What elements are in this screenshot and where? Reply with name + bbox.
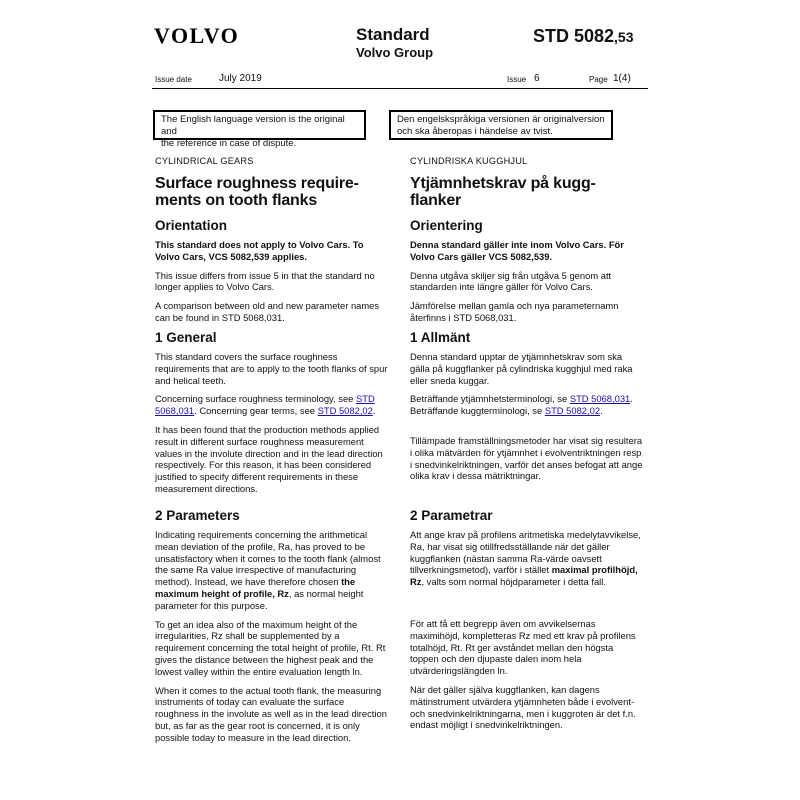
issue-date: July 2019 <box>219 73 262 84</box>
swedish-orientation-heading: Orientering <box>410 218 483 233</box>
english-title-line-2: ments on tooth flanks <box>155 191 318 209</box>
swedish-title <box>410 175 644 209</box>
swedish-general-para-2-c: . <box>600 405 603 417</box>
swedish-general-para-1: Denna standard upptar de ytjämnhetskrav som ska gälla på kuggflanker på cylindriska kugghjul med raka eller sneda kuggar. <box>410 351 633 386</box>
swedish-orientation-notice: Denna standard gäller inte inom Volvo Cars. För Volvo Cars gäller VCS 5082,539. <box>410 239 624 262</box>
swedish-category: CYLINDRISKA KUGGHJUL <box>410 156 528 166</box>
issue-label: Issue <box>507 75 527 84</box>
english-language-note <box>153 110 366 149</box>
swedish-parameters-para-3: När det gäller själva kuggflanken, kan dagens mätinstrument utvärdera ytjämnheten både i evolvent- och snedvinkelriktningarna, men i kuggroten är det f.n. endast möjligt i snedvinkelriktningen. <box>410 683 636 731</box>
volvo-logo: VOLVO <box>154 23 240 48</box>
english-parameters-para-1-bold: the maximum height of profile, Rz <box>155 576 356 599</box>
english-general-section <box>155 330 389 495</box>
swedish-general-para-2-a: Beträffande ytjämnhetsterminologi, se <box>410 393 570 405</box>
english-parameters-para-1-b: , as normal height parameter for this purpose. <box>155 587 364 611</box>
header-rule <box>152 88 648 89</box>
swedish-language-note <box>389 110 613 140</box>
standard-number-main: STD 5082 <box>533 26 615 46</box>
swedish-general-heading: 1 Allmänt <box>410 330 471 345</box>
english-general-para-2-a: Concerning surface roughness terminology, see <box>155 393 356 405</box>
swedish-general-para-2-b: . Beträffande kuggterminologi, se <box>410 393 633 417</box>
english-parameters-para-1 <box>155 529 389 612</box>
english-note-line-1: The English language version is the original and <box>161 114 345 137</box>
std-5082-02-link[interactable]: STD 5082,02 <box>317 405 373 417</box>
swedish-title-line-2: flanker <box>410 191 462 209</box>
swedish-note-line-1: Den engelskspråkiga versionen är originalversion <box>397 114 605 125</box>
english-general-para-2 <box>155 393 389 417</box>
issue-number: 6 <box>534 73 540 84</box>
swedish-parameters-para-2: För att få ett begrepp även om avvikelsernas maximihöjd, kompletteras Rz med ett krav på profilens totalhöjd, Rt. Rt ger avståndet mellan den högsta toppen och den djupaste dalen inom hela utvärderingslängden ln. <box>410 617 636 677</box>
swedish-title-line-1: Ytjämnhetskrav på kugg- <box>410 174 596 192</box>
english-category: CYLINDRICAL GEARS <box>155 156 254 166</box>
english-title <box>155 175 389 209</box>
english-orientation-para-3: A comparison between old and new parameter names can be found in STD 5068,031. <box>155 300 380 323</box>
english-orientation-section <box>155 218 389 324</box>
swedish-title-block <box>410 156 644 209</box>
page-number: 1(4) <box>613 73 631 84</box>
swedish-parameters-para-1 <box>410 529 644 588</box>
swedish-parameters-section <box>410 508 644 731</box>
standard-number <box>533 26 634 47</box>
swedish-general-para-3: Tillämpade framställningsmetoder har visat sig resultera i olika mätvärden för ytjämnhet i evolventriktningen resp i snedvinkelriktningen, varför det anses befogat att ange olika krav i dessa mätriktningar. <box>410 434 643 482</box>
issue-date-label: Issue date <box>155 75 192 84</box>
english-parameters-section <box>155 508 389 744</box>
english-title-block <box>155 156 389 209</box>
standard-number-suffix: ,53 <box>614 29 634 45</box>
english-title-line-1: Surface roughness require- <box>155 174 359 192</box>
english-parameters-para-2: To get an idea also of the maximum height of the irregularities, Rz shall be supplemented by a requirement concerning the total height of profile, Rt. Rt gives the distance between the highest peak and the lowest valley within the entire evaluation length ln. <box>155 618 386 677</box>
english-note-line-2: the reference in case of dispute. <box>161 138 297 149</box>
english-parameters-para-3: When it comes to the actual tooth flank, the measuring instruments of today can evaluate the surface roughness in the involute as well as in the lead direction but, as far as the gear root is concerned, it is only possible today to measure in the lead direction. <box>155 684 387 743</box>
english-orientation-heading: Orientation <box>155 218 228 233</box>
page-label: Page <box>589 75 608 84</box>
swedish-parameters-para-1-b: , valts som normal höjdparameter i detta fall. <box>421 576 606 588</box>
swedish-orientation-para-2: Denna utgåva skiljer sig från utgåva 5 genom att standarden inte längre gäller för Volvo Cars. <box>410 269 612 293</box>
english-orientation-para-2: This issue differs from issue 5 in that the standard no longer applies to Volvo Cars. <box>155 269 375 293</box>
english-general-para-2-c: . <box>372 405 376 417</box>
std-5068-031-link-sv[interactable]: STD 5068,031 <box>569 393 631 405</box>
english-general-para-2-b: . Concerning gear terms, see <box>194 405 318 417</box>
english-parameters-heading: 2 Parameters <box>155 508 240 523</box>
swedish-orientation-section <box>410 218 644 324</box>
english-orientation-notice: This standard does not apply to Volvo Cars. To Volvo Cars, VCS 5082,539 applies. <box>155 239 364 262</box>
english-general-para-3: It has been found that the production methods applied result in different surface roughness measurement values in the involute direction and in the lead direction respectively. For this reason, it has been considered justified to specify different requirements in these measurement directions. <box>155 423 383 494</box>
english-parameters-para-1-a: Indicating requirements concerning the arithmetical mean deviation of the profile, Ra, has proved to be unsatisfactory when it comes to the tooth flank (almost the same Ra value irrespective of manufacturing method). Instead, we have therefore chosen <box>155 529 381 588</box>
std-5082-02-link-sv[interactable]: STD 5082,02 <box>544 405 601 417</box>
swedish-note-line-2: och ska åberopas i händelse av tvist. <box>397 126 553 137</box>
swedish-parameters-heading: 2 Parametrar <box>410 508 493 523</box>
swedish-parameters-para-1-bold: maximal profilhöjd, Rz <box>410 564 638 588</box>
swedish-orientation-para-3: Jämförelse mellan gamla och nya parameternamn återfinns i STD 5068,031. <box>410 300 619 323</box>
swedish-general-section <box>410 330 644 482</box>
doc-type: Standard <box>356 25 430 44</box>
swedish-general-para-2 <box>410 393 644 417</box>
english-general-para-1: This standard covers the surface roughness requirements that are to apply to the tooth flanks of spur and helical teeth. <box>155 351 388 386</box>
swedish-parameters-para-1-a: Att ange krav på profilens aritmetiska medelytavvikelse, Ra, har visat sig otillfredsställande när det gäller kuggflanken (nästan samma Ra-värde oavsett tillverkningsmetod), varför i stället <box>410 529 641 576</box>
organization: Volvo Group <box>356 45 434 60</box>
english-general-heading: 1 General <box>155 330 217 345</box>
std-5068-031-link[interactable]: STD 5068,031 <box>155 393 375 417</box>
